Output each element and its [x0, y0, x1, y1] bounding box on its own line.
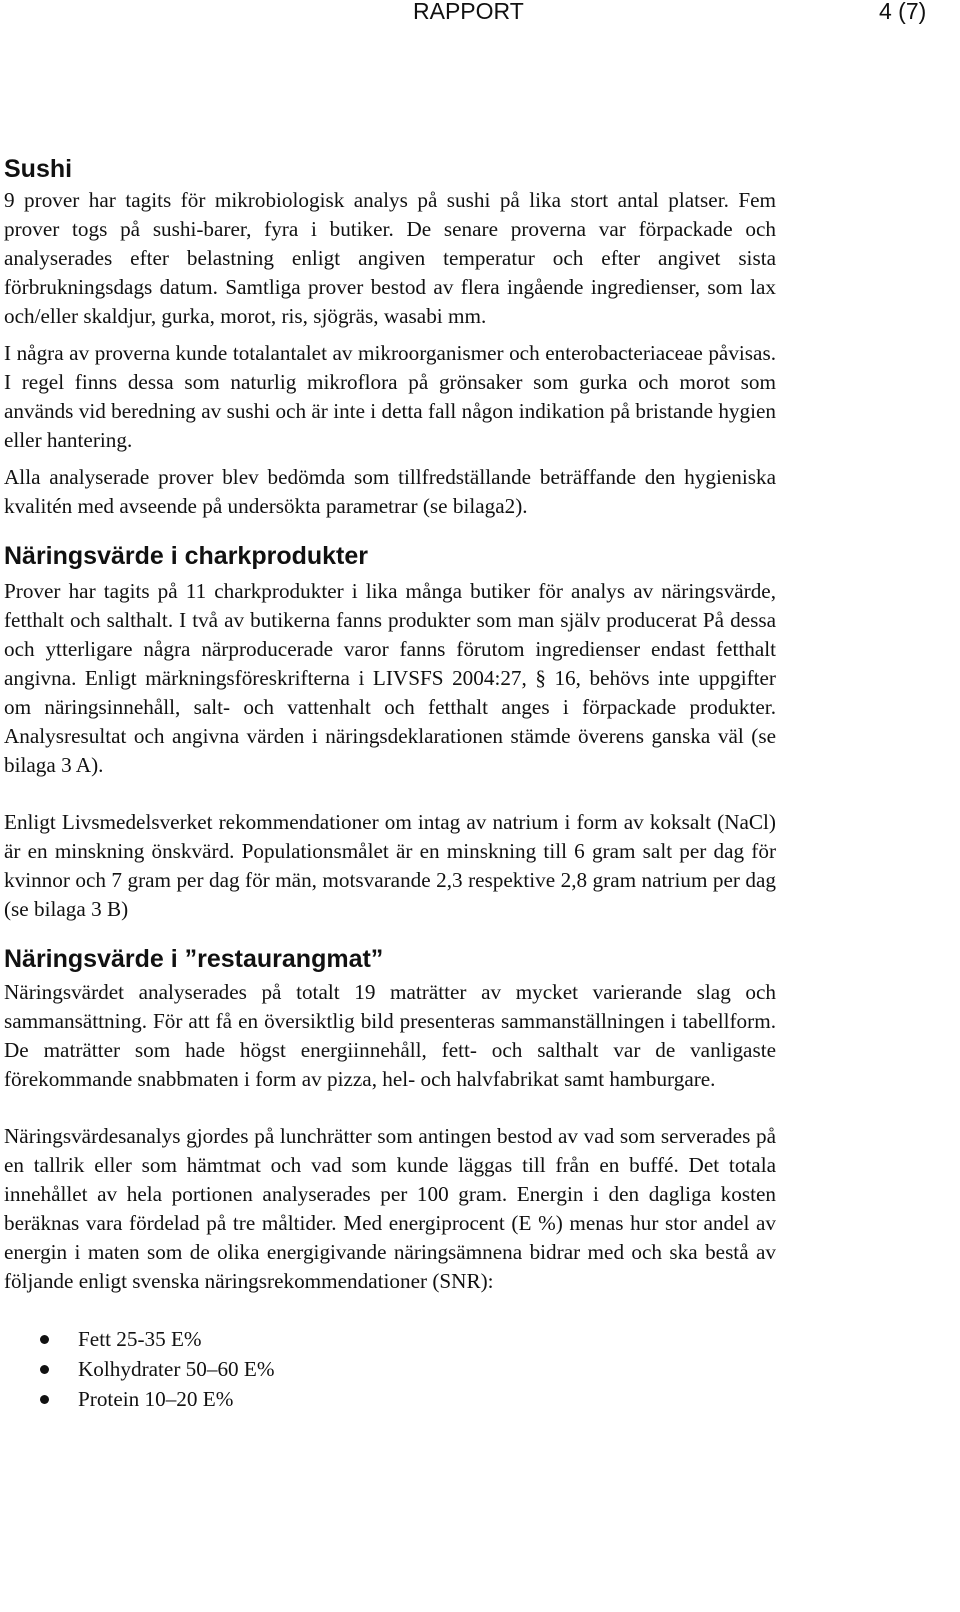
restaurangmat-paragraph-2: Näringsvärdesanalys gjordes på lunchrätter som antingen bestod av vad som serverades på en tallrik eller som hämtmat och vad som kunde läggas till från en buffé. Det totala innehållet av hela portionen analyserades per 100 gram. Energin i den dagliga kosten beräknas vara fördelad på tre måltider. Med energiprocent (E %) menas hur stor andel av energin i maten som de olika energigivande näringsämnena bidrar med och ska bestå av följande enligt svenska näringsrekommendationer (SNR): — [4, 1124, 776, 1293]
page-number: 4 (7) — [879, 0, 927, 24]
charkprodukter-paragraph-1: Prover har tagits på 11 charkprodukter i lika många butiker för analys av näringsvärde, fetthalt och salthalt. I två av butikerna fanns produkter som man själv producerat På dessa och ytterligare några närproducerade varor fanns förutom ingredienser endast fetthalt angivna. Enligt märkningsföreskrifterna i LIVSFS 2004:27, § 16, behövs inte uppgifter om näringsinnehåll, salt- och vattenhalt och fetthalt anges i förpackade produkter. Analysresultat och angivna värden i näringsdeklarationen stämde överens ganska väl (se bilaga 3 A). — [4, 579, 776, 777]
list-item: Kolhydrater 50–60 E% — [4, 1354, 776, 1384]
list-item: Fett 25-35 E% — [4, 1324, 776, 1354]
restaurangmat-heading: Näringsvärde i ”restaurangmat” — [4, 945, 384, 973]
sushi-paragraph-2: I några av proverna kunde totalantalet av mikroorganismer och enterobacteriaceae påvisas. I regel finns dessa som naturlig mikroflora på grönsaker som gurka och morot som används vid beredning av sushi och är inte i detta fall någon indikation på bristande hygien eller hantering. — [4, 341, 776, 452]
charkprodukter-heading: Näringsvärde i charkprodukter — [4, 542, 369, 570]
list-item: Protein 10–20 E% — [4, 1384, 776, 1414]
page-header — [0, 0, 960, 30]
charkprodukter-paragraph-2: Enligt Livsmedelsverket rekommendationer om intag av natrium i form av koksalt (NaCl) är en minskning önskvärd. Populationsmålet är en minskning till 6 gram salt per dag för kvinnor och 7 gram per dag för män, motsvarande 2,3 respektive 2,8 gram natrium per dag (se bilaga 3 B) — [4, 810, 776, 921]
bullet-icon — [40, 1335, 49, 1344]
snr-list — [4, 1324, 776, 1414]
sushi-paragraph-3: Alla analyserade prover blev bedömda som tillfredställande beträffande den hygieniska kvalitén med avseende på undersökta parametrar (se bilaga2). — [4, 465, 776, 518]
restaurangmat-paragraph-1: Näringsvärdet analyserades på totalt 19 maträtter av mycket varierande slag och sammansättning. För att få en översiktlig bild presenteras sammanställningen i tabellform. De maträtter som hade högst energiinnehåll, fett- och salthalt var de vanligaste förekommande snabbmaten i form av pizza, hel- och halvfabrikat samt hamburgare. — [4, 980, 776, 1091]
report-title: RAPPORT — [413, 0, 524, 24]
bullet-icon — [40, 1395, 49, 1404]
bullet-icon — [40, 1365, 49, 1374]
document-body — [4, 152, 776, 1414]
sushi-paragraph-1: 9 prover har tagits för mikrobiologisk analys på sushi på lika stort antal platser. Fem prover togs på sushi-barer, fyra i butiker. De senare proverna var förpackade och analyserades efter belastning enligt angiven temperatur och efter angivet sista förbrukningsdags datum. Samtliga prover bestod av flera ingående ingredienser, som lax och/eller skaldjur, gurka, morot, ris, sjögräs, wasabi mm. — [4, 188, 776, 328]
sushi-heading: Sushi — [4, 155, 73, 183]
